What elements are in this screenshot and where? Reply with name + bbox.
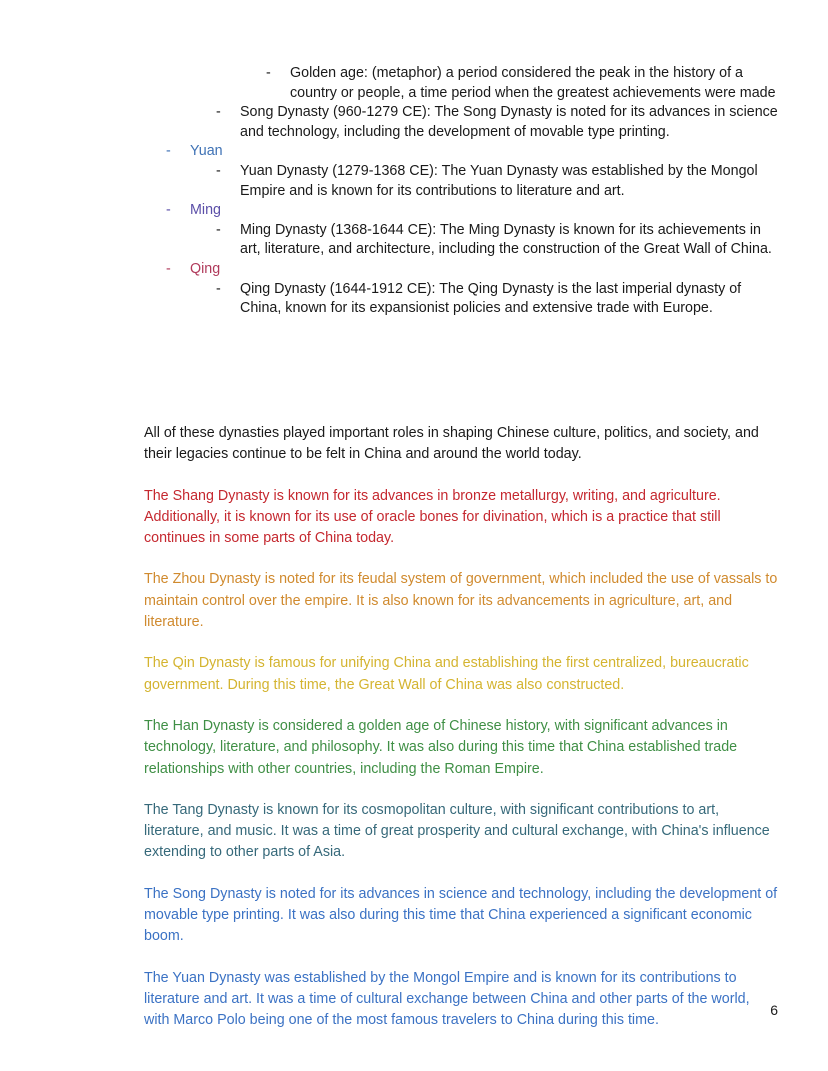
body-paragraphs: [144, 423, 778, 1032]
bullet-dash-icon: -: [166, 143, 171, 160]
list-item: [266, 64, 780, 103]
paragraph-song: The Song Dynasty is noted for its advances in science and technology, including the development of movable type printing. It was also during this time that China experienced a significant economic boom.: [144, 885, 778, 945]
list-item: [216, 280, 780, 319]
list-item-text: Qing Dynasty (1644-1912 CE): The Qing Dynasty is the last imperial dynasty of China, known for its expansionist policies and extensive trade with Europe.: [240, 280, 742, 317]
list-item-heading-yuan: [166, 142, 780, 162]
list-item: [216, 221, 780, 260]
paragraph-yuan: The Yuan Dynasty was established by the Mongol Empire and is known for its contributions to literature and art. It was a time of cultural exchange between China and other parts of the world, with Marco Polo being one of the most famous travelers to China during this time.: [144, 969, 750, 1029]
bullet-dash-icon: -: [216, 104, 221, 121]
list-item-text: Golden age: (metaphor) a period considered the peak in the history of a country or people, a time period when the greatest achievements were made: [290, 65, 776, 101]
list-item-heading-ming: [166, 201, 780, 221]
paragraph-shang: The Shang Dynasty is known for its advances in bronze metallurgy, writing, and agriculture. Additionally, it is known for its use of oracle bones for divination, which is a practice that still continues in some parts of China today.: [144, 487, 721, 547]
paragraph-qin: The Qin Dynasty is famous for unifying China and establishing the first centralized, bureaucratic government. During this time, the Great Wall of China was also constructed.: [144, 655, 749, 693]
bullet-dash-icon: -: [166, 260, 171, 277]
page-number: 6: [770, 1002, 778, 1018]
bullet-dash-icon: -: [216, 280, 221, 297]
bullet-dash-icon: -: [216, 162, 221, 179]
paragraph-zhou: The Zhou Dynasty is noted for its feudal system of government, which included the use of vassals to maintain control over the empire. It is also known for its advancements in agriculture, art, and literature.: [144, 571, 778, 631]
list-item-heading-qing: [166, 260, 780, 280]
list-item: [216, 103, 780, 142]
outline-list: [144, 64, 780, 319]
paragraph-tang: The Tang Dynasty is known for its cosmopolitan culture, with significant contributions to art, literature, and music. It was a time of great prosperity and cultural exchange, with China's influence extending to other parts of Asia.: [144, 801, 770, 861]
list-item-text: Ming: [190, 202, 221, 219]
paragraph-summary: All of these dynasties played important roles in shaping Chinese culture, politics, and society, and their legacies continue to be felt in China and around the world today.: [144, 425, 759, 463]
list-item: [216, 162, 780, 201]
list-item-text: Yuan Dynasty (1279-1368 CE): The Yuan Dynasty was established by the Mongol Empire and is known for its contributions to literature and art.: [240, 162, 758, 199]
list-item-text: Qing: [190, 260, 221, 277]
bullet-dash-icon: -: [216, 221, 221, 238]
list-item-text: Song Dynasty (960-1279 CE): The Song Dynasty is noted for its advances in science and technology, including the development of movable type printing.: [240, 104, 778, 140]
bullet-dash-icon: -: [266, 65, 271, 81]
paragraph-han: The Han Dynasty is considered a golden age of Chinese history, with significant advances in technology, literature, and philosophy. It was also during this time that China established trade relationships with other countries, including the Roman Empire.: [144, 717, 738, 777]
bullet-dash-icon: -: [166, 202, 171, 219]
list-item-text: Ming Dynasty (1368-1644 CE): The Ming Dynasty is known for its achievements in art, literature, and architecture, including the construction of the Great Wall of China.: [240, 221, 772, 258]
list-item-text: Yuan: [190, 143, 223, 160]
